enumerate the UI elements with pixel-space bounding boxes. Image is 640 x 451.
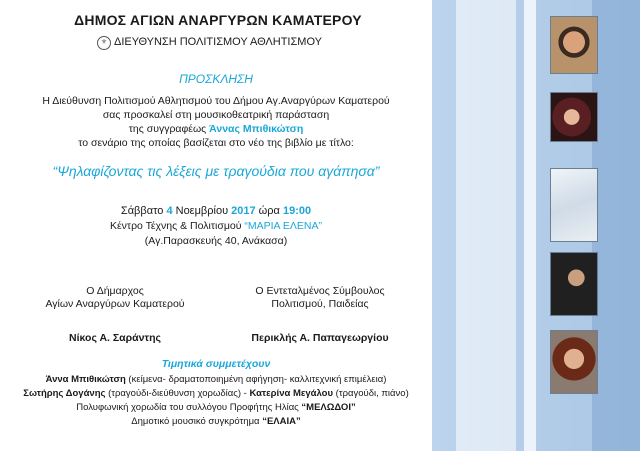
band-name: “ΕΛΑΙΑ” (262, 416, 301, 427)
councillor-portfolio: Πολιτισμού, Παιδείας (271, 298, 369, 310)
department-subtitle: ΔΙΕΥΘΥΝΣΗ ΠΟΛΙΤΙΣΜΟΥ ΑΘΛΗΤΙΣΜΟΥ (113, 36, 322, 48)
event-date-num: 4 (166, 205, 173, 217)
event-month: Νοεμβρίου (172, 205, 232, 217)
event-time: 19:00 (282, 205, 312, 217)
book-title: “Ψηλαφίζοντας τις λέξεις με τραγούδια που αγάπησα” (52, 163, 380, 179)
singer-photo-image (550, 252, 598, 316)
panel-stripe (456, 0, 516, 451)
event-year: 2017 (231, 205, 256, 217)
author-name: Άννας Μπιθικώτση (209, 123, 304, 135)
invitation-heading: ΠΡΟΣΚΛΗΣΗ (179, 72, 253, 86)
mayor-municipality: Αγίων Αναργύρων Καματερού (45, 298, 185, 310)
venue-name: “ΜΑΡΙΑ ΕΛΕΝΑ” (244, 220, 322, 232)
band-prefix: Δημοτικό μουσικό συγκρότημα (131, 416, 263, 427)
panel-stripe (524, 0, 536, 451)
performer-photo-image (550, 330, 598, 394)
portrait-painting-image (550, 16, 598, 74)
book-cover-image (550, 168, 598, 242)
participant-3-role: (τραγούδι, πιάνο) (333, 388, 409, 399)
councillor-name: Περικλής Α. Παπαγεωργίου (251, 332, 389, 344)
choir-prefix: Πολυφωνική χορωδία του συλλόγου Προφήτης Ηλίας (76, 402, 302, 413)
decorative-side-panel (432, 0, 640, 451)
participant-1 (0, 374, 432, 385)
participant-1-role: (κείμενα- δραματοποιημένη αφήγηση- καλλιτεχνική επιμέλεια) (125, 374, 387, 385)
participant-choir (0, 402, 432, 413)
author-photo-image (550, 92, 598, 142)
participant-1-name: Άννα Μπιθικώτση (45, 374, 126, 385)
mayor-name: Νίκος Α. Σαράντης (69, 332, 161, 344)
participant-band (0, 416, 432, 427)
line3-prefix: της συγγραφέως (128, 123, 210, 135)
event-venue (0, 220, 432, 232)
invitation-line-4: το σενάριο της οποίας βασίζεται στο νέο της βιβλίο με τίτλο: (78, 137, 354, 149)
invitation-line-2: σας προσκαλεί στη μουσικοθεατρική παράσταση (102, 109, 330, 121)
councillor-role: Ο Εντεταλμένος Σύμβουλος (255, 285, 385, 297)
mayor-role: Ο Δήμαρχος (86, 285, 144, 297)
municipality-title: ΔΗΜΟΣ ΑΓΙΩΝ ΑΝΑΡΓΥΡΩΝ ΚΑΜΑΤΕΡΟΥ (74, 12, 362, 28)
participant-2-name: Σωτήρης Δογάνης (23, 388, 106, 399)
invitation-line-1: Η Διεύθυνση Πολιτισμού Αθλητισμού του Δήμου Αγ.Αναργύρων Καματερού (42, 95, 390, 107)
event-day: Σάββατο (120, 205, 167, 217)
invitation-line-3 (0, 123, 432, 135)
panel-stripe (592, 0, 640, 451)
participant-2-role: (τραγούδι-διεύθυνση χορωδίας) - (105, 388, 250, 399)
participant-3-name: Κατερίνα Μεγάλου (249, 388, 334, 399)
participant-2 (0, 388, 432, 399)
venue-prefix: Κέντρο Τέχνης & Πολιτισμού (109, 220, 245, 232)
event-time-word: ώρα (255, 205, 283, 217)
participants-heading: Τιμητικά συμμετέχουν (161, 358, 271, 370)
event-date (0, 205, 432, 217)
municipality-logo-icon: ⚜ (97, 36, 111, 50)
choir-name: “ΜΕΛΩΔΟΙ” (301, 402, 356, 413)
event-address: (Αγ.Παρασκευής 40, Ανάκασα) (144, 235, 288, 247)
